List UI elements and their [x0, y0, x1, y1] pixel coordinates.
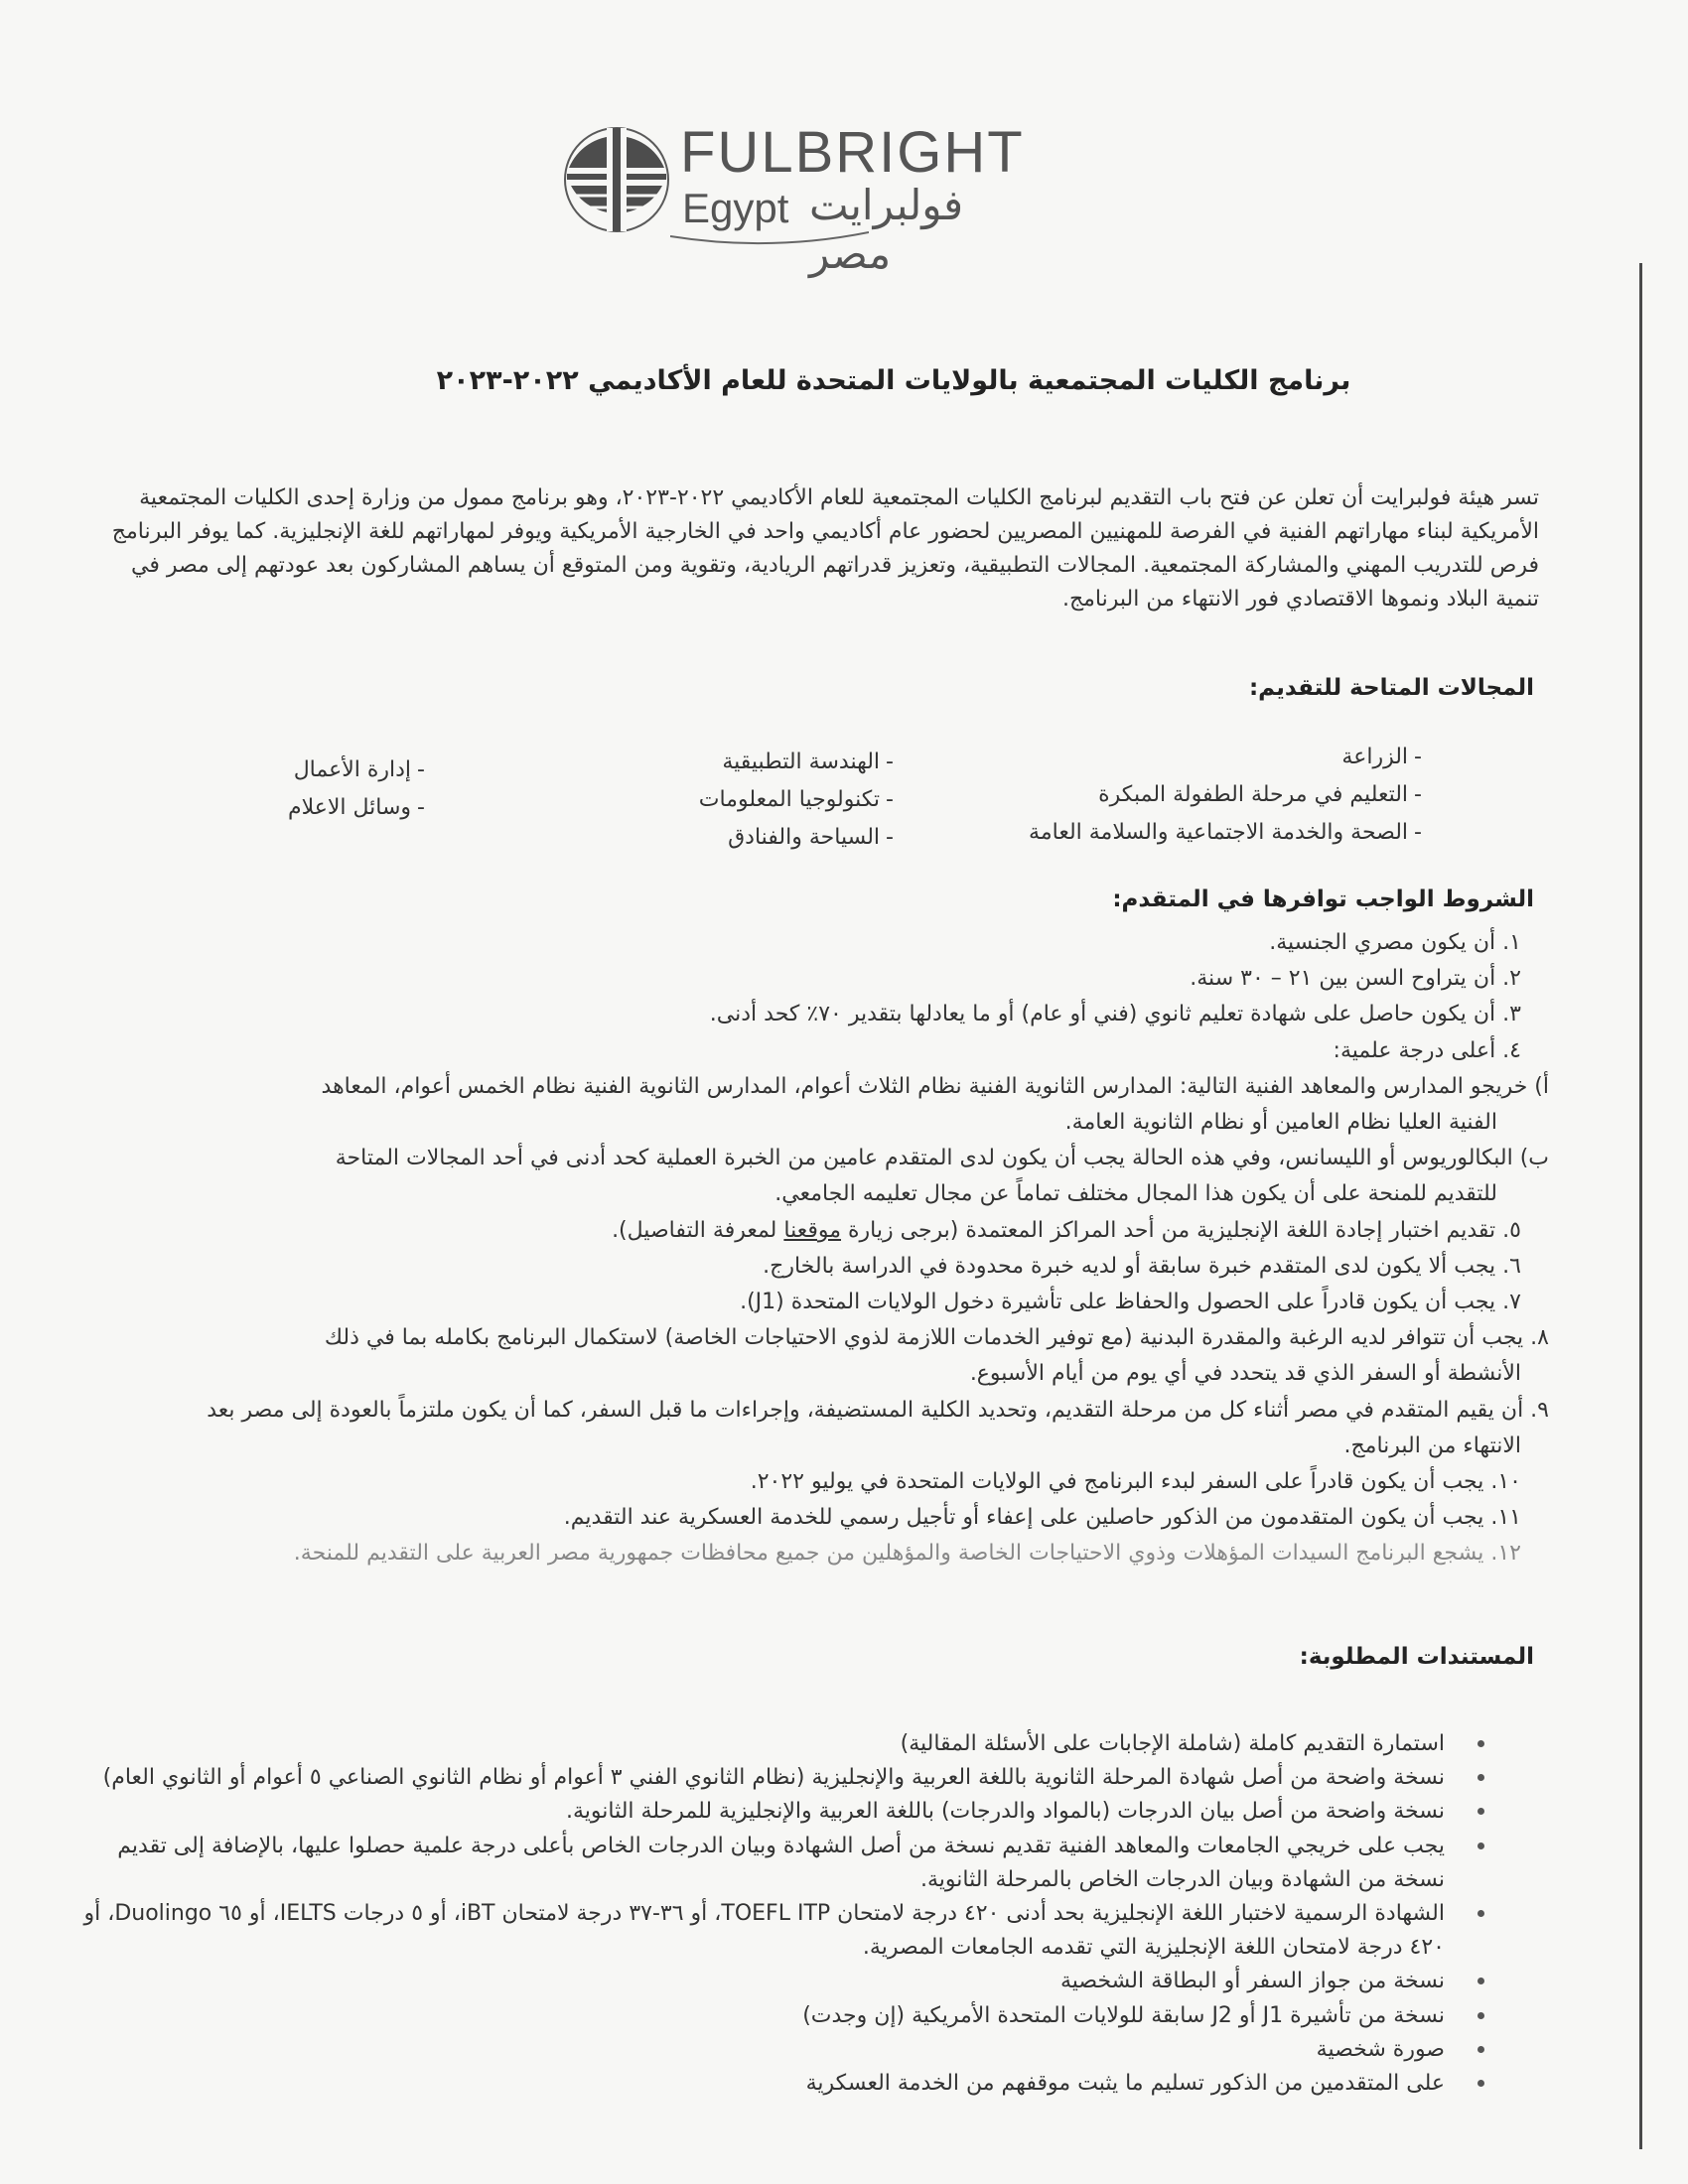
- website-link[interactable]: موقعنا: [783, 1217, 842, 1243]
- field-item: -إدارة الأعمال: [293, 757, 425, 782]
- scan-edge-line: [1639, 263, 1642, 2149]
- condition-subitem-cont: للتقديم للمنحة على أن يكون هذا المجال مختلف تماماً عن مجال تعليمه الجامعي.: [774, 1181, 1497, 1207]
- condition-item: ١٢. يشجع البرنامج السيدات المؤهلات وذوي الاحتياجات الخاصة والمؤهلين من جميع محافظات جمهورية مصر العربية على التقديم للمنحة.: [293, 1541, 1521, 1567]
- field-item: -وسائل الاعلام: [287, 795, 425, 820]
- fulbright-logo: [561, 119, 1057, 278]
- document-item: نسخة من تأشيرة J1 أو J2 سابقة للولايات المتحدة الأمريكية (إن وجدت): [74, 1999, 1465, 2033]
- page-title: برنامج الكليات المجتمعية بالولايات المتحدة للعام الأكاديمي ٢٠٢٢-٢٠٢٣: [436, 365, 1351, 396]
- condition-item: ٧. يجب أن يكون قادراً على الحصول والحفاظ على تأشيرة دخول الولايات المتحدة (J1).: [740, 1290, 1521, 1315]
- field-item: -تكنولوجيا المعلومات: [698, 787, 894, 812]
- condition-item: ٨. يجب أن تتوافر لديه الرغبة والمقدرة البدنية (مع توفير الخدمات اللازمة لذوي الاحتياجات الخاصة) لاستكمال البرنامج بكامله بما في ذلك: [324, 1325, 1549, 1351]
- condition-item-cont: الانتهاء من البرنامج.: [1343, 1433, 1521, 1458]
- field-item: -التعليم في مرحلة الطفولة المبكرة: [1098, 782, 1422, 807]
- field-item: -الصحة والخدمة الاجتماعية والسلامة العامة: [1029, 820, 1422, 845]
- condition-item-cont: الأنشطة أو السفر الذي قد يتحدد في أي يوم من أيام الأسبوع.: [969, 1361, 1521, 1387]
- condition-item: ٣. أن يكون حاصل على شهادة تعليم ثانوي (فني أو عام) أو ما يعادلها بتقدير ٧٠٪ كحد أدنى.: [709, 1002, 1521, 1027]
- logo-wordmark: FULBRIGHT: [680, 120, 1025, 185]
- document-item: على المتقدمين من الذكور تسليم ما يثبت موقفهم من الخدمة العسكرية: [74, 2067, 1465, 2101]
- fulbright-emblem-icon: [561, 124, 672, 235]
- condition-item: ٤. أعلى درجة علمية:: [1333, 1037, 1521, 1063]
- document-item: استمارة التقديم كاملة (شاملة الإجابات على الأسئلة المقالية): [74, 1727, 1465, 1761]
- document-item: نسخة واضحة من أصل شهادة المرحلة الثانوية باللغة العربية والإنجليزية (نظام الثانوي الفني ٣ أعوام أو نظام الثانوي الصناعي ٥ أعوام أو الثانوي العام): [74, 1761, 1465, 1795]
- document-item: نسخة واضحة من أصل بيان الدرجات (بالمواد والدرجات) باللغة العربية والإنجليزية للمرحلة الثانوية.: [74, 1795, 1465, 1829]
- intro-paragraph: تسر هيئة فولبرايت أن تعلن عن فتح باب التقديم لبرنامج الكليات المجتمعية للعام الأكاديمي ٢٠٢٢-٢٠٢٣، وهو برنامج ممول من وزارة إحدى الكليات المجتمعية الأمريكية لبناء مهاراتهم الفنية في الفرصة للمهنيين المصريين لحضور عام أكاديمي واحد في الخارجية الأمريكية ويوفر لمهاراتهم للغة الإنجليزية. كما يوفر البرنامج فرص للتدريب المهني والمشاركة المجتمعية. المجالات التطبيقية، وتعزيز قدراتهم الريادية، وتقوية ومن المتوقع أن يساهم المشاركون بعد عودتهم إلى مصر في تنمية البلاد ونموها الاقتصادي فور الانتهاء من البرنامج.: [111, 485, 1539, 612]
- document-item: صورة شخصية: [74, 2033, 1465, 2067]
- condition-subitem: ب) البكالوريوس أو الليسانس، وفي هذه الحالة يجب أن يكون لدى المتقدم عامين من الخبرة العملية كحد أدنى في أحد المجالات المتاحة: [335, 1146, 1549, 1171]
- condition-item: ١٠. يجب أن يكون قادراً على السفر لبدء البرنامج في الولايات المتحدة في يوليو ٢٠٢٢.: [750, 1469, 1521, 1495]
- condition-item: ١١. يجب أن يكون المتقدمون من الذكور حاصلين على إعفاء أو تأجيل رسمي للخدمة العسكرية عند التقديم.: [563, 1505, 1521, 1531]
- logo-arabic-wordmark: فولبرايت مصر: [809, 181, 964, 278]
- condition-item: ١. أن يكون مصري الجنسية.: [1269, 930, 1521, 955]
- conditions-heading: الشروط الواجب توافرها في المتقدم:: [1112, 887, 1534, 912]
- condition-item: ٦. يجب ألا يكون لدى المتقدم خبرة سابقة أو لديه خبرة محدودة في الدراسة بالخارج.: [763, 1253, 1521, 1279]
- condition-subitem: أ) خريجو المدارس والمعاهد الفنية التالية: المدارس الثانوية الفنية نظام الثلاث أعوام، المدارس الثانوية الفنية نظام الخمس أعوام، المعاهد: [321, 1073, 1549, 1099]
- condition-item: ٩. أن يقيم المتقدم في مصر أثناء كل من مرحلة التقديم، وتحديد الكلية المستضيفة، وإجراءات ما قبل السفر، كما أن يكون ملتزماً بالعودة إلى مصر بعد: [207, 1397, 1549, 1423]
- condition-subitem-cont: الفنية العليا نظام العامين أو نظام الثانوية العامة.: [1064, 1110, 1497, 1136]
- field-item: -الهندسة التطبيقية: [722, 750, 894, 774]
- document-item: الشهادة الرسمية لاختبار اللغة الإنجليزية بحد أدنى ٤٢٠ درجة لامتحان TOEFL ITP، أو ٣٦-٣٧ درجة لامتحان iBT، أو ٥ درجات IELTS، أو ٦٥ Duolingo، أو ٤٢٠ درجة لامتحان اللغة الإنجليزية التي تقدمه الجامعات المصرية.: [74, 1897, 1465, 1965]
- fields-heading: المجالات المتاحة للتقديم:: [1248, 675, 1534, 701]
- documents-list: [74, 1727, 1465, 2101]
- condition-item: ٥. تقديم اختبار إجادة اللغة الإنجليزية من أحد المراكز المعتمدة (برجى زيارة موقعنا لمعرفة التفاصيل).: [612, 1217, 1521, 1243]
- document-item: يجب على خريجي الجامعات والمعاهد الفنية تقديم نسخة من أصل الشهادة وبيان الدرجات الخاص بأعلى درجة علمية حصلوا عليها، بالإضافة إلى تقديم نسخة من الشهادة وبيان الدرجات الخاص بالمرحلة الثانوية.: [74, 1830, 1465, 1897]
- field-item: -السياحة والفنادق: [728, 825, 894, 850]
- document-item: نسخة من جواز السفر أو البطاقة الشخصية: [74, 1965, 1465, 1998]
- field-item: -الزراعة: [1341, 745, 1422, 769]
- conditions-list: [84, 925, 1549, 1572]
- condition-item: ٢. أن يتراوح السن بين ٢١ – ٣٠ سنة.: [1190, 966, 1521, 992]
- logo-country: Egypt: [682, 185, 789, 231]
- documents-heading: المستندات المطلوبة:: [1299, 1644, 1534, 1670]
- logo-swoosh-icon: [670, 230, 869, 250]
